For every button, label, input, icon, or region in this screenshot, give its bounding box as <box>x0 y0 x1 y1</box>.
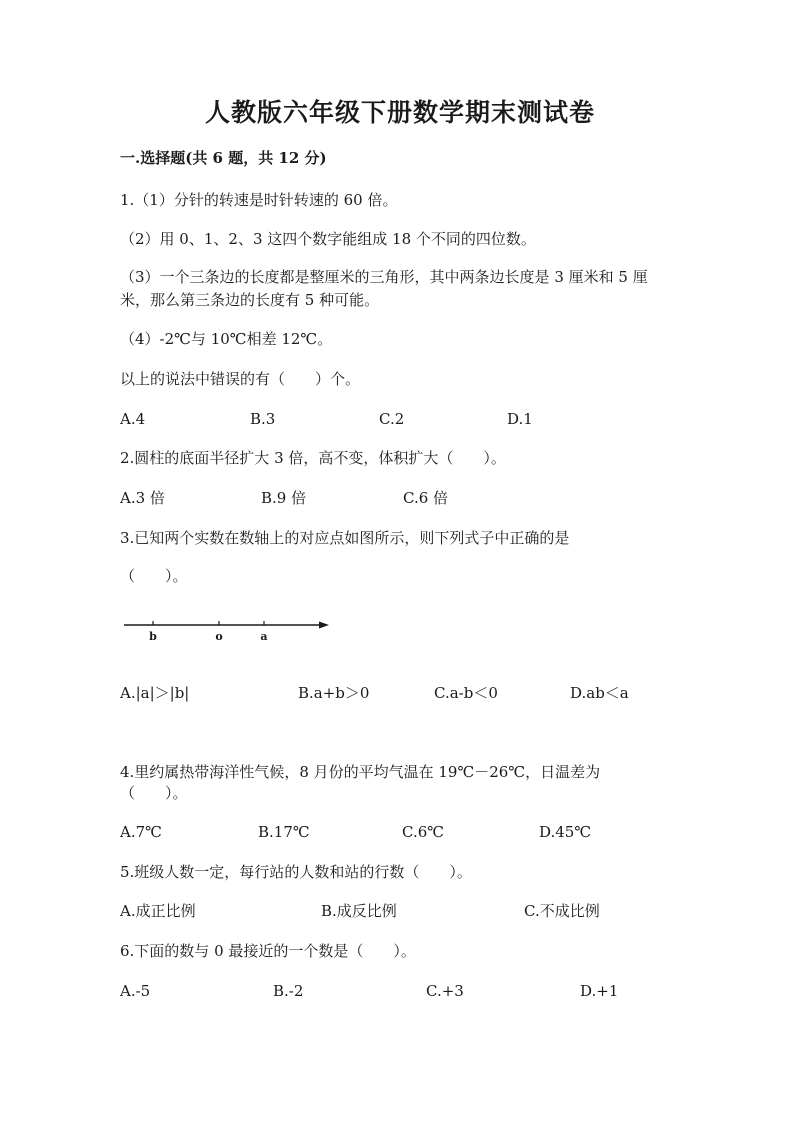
q3-option-a[interactable]: A.|a|＞|b| <box>120 684 190 702</box>
q5-stem: 5.班级人数一定，每行站的人数和站的行数（ ）。 <box>120 863 472 881</box>
q4-option-c[interactable]: C.6℃ <box>402 823 445 841</box>
q1-option-b[interactable]: B.3 <box>250 410 276 428</box>
q4-stem: 4.里约属热带海洋性气候，8 月份的平均气温在 19℃－26℃，日温差为 <box>120 763 601 781</box>
number-line-figure <box>122 612 332 652</box>
q3-option-d[interactable]: D.ab＜a <box>570 684 629 702</box>
q1-option-c[interactable]: C.2 <box>379 410 405 428</box>
q6-option-c[interactable]: C.+3 <box>426 982 464 1000</box>
q1-statement-4: （4）-2℃与 10℃相差 12℃。 <box>120 330 333 348</box>
q3-option-c[interactable]: C.a-b＜0 <box>434 684 498 702</box>
axis-label-b: b <box>149 630 157 643</box>
q3-option-b[interactable]: B.a+b＞0 <box>298 684 370 702</box>
q1-statement-3-line1: （3）一个三条边的长度都是整厘米的三角形，其中两条边长度是 3 厘米和 5 厘 <box>120 268 648 286</box>
q4-option-a[interactable]: A.7℃ <box>120 823 162 841</box>
q1-option-d[interactable]: D.1 <box>507 410 533 428</box>
q4-stem-blank: （ ）。 <box>120 784 188 802</box>
q6-option-d[interactable]: D.+1 <box>580 982 619 1000</box>
q1-statement-2: （2）用 0、1、2、3 这四个数字能组成 18 个不同的四位数。 <box>120 230 536 248</box>
section-heading: 一.选择题(共 6 题，共 12 分) <box>120 149 327 167</box>
q5-option-a[interactable]: A.成正比例 <box>120 902 196 920</box>
q6-stem: 6.下面的数与 0 最接近的一个数是（ ）。 <box>120 942 416 960</box>
q1-stem: 1.（1）分针的转速是时针转速的 60 倍。 <box>120 191 398 209</box>
q3-stem-blank: （ ）。 <box>120 567 188 585</box>
q4-option-b[interactable]: B.17℃ <box>258 823 310 841</box>
q2-option-a[interactable]: A.3 倍 <box>120 489 165 507</box>
axis-label-a: a <box>260 630 268 643</box>
axis-label-o: o <box>215 630 223 643</box>
number-line-arrow-icon <box>319 622 329 629</box>
page-title: 人教版六年级下册数学期末测试卷 <box>204 98 595 127</box>
q5-option-b[interactable]: B.成反比例 <box>321 902 397 920</box>
q1-statement-3-line2: 米，那么第三条边的长度有 5 种可能。 <box>120 291 380 309</box>
q2-option-c[interactable]: C.6 倍 <box>403 489 449 507</box>
q1-question: 以上的说法中错误的有（ ）个。 <box>120 370 361 388</box>
q6-option-b[interactable]: B.-2 <box>273 982 304 1000</box>
q1-option-a[interactable]: A.4 <box>120 410 146 428</box>
q6-option-a[interactable]: A.-5 <box>120 982 151 1000</box>
q5-option-c[interactable]: C.不成比例 <box>524 902 600 920</box>
q2-stem: 2.圆柱的底面半径扩大 3 倍，高不变，体积扩大（ ）。 <box>120 449 506 467</box>
q4-option-d[interactable]: D.45℃ <box>539 823 592 841</box>
q2-option-b[interactable]: B.9 倍 <box>261 489 307 507</box>
q3-stem: 3.已知两个实数在数轴上的对应点如图所示，则下列式子中正确的是 <box>120 529 570 547</box>
